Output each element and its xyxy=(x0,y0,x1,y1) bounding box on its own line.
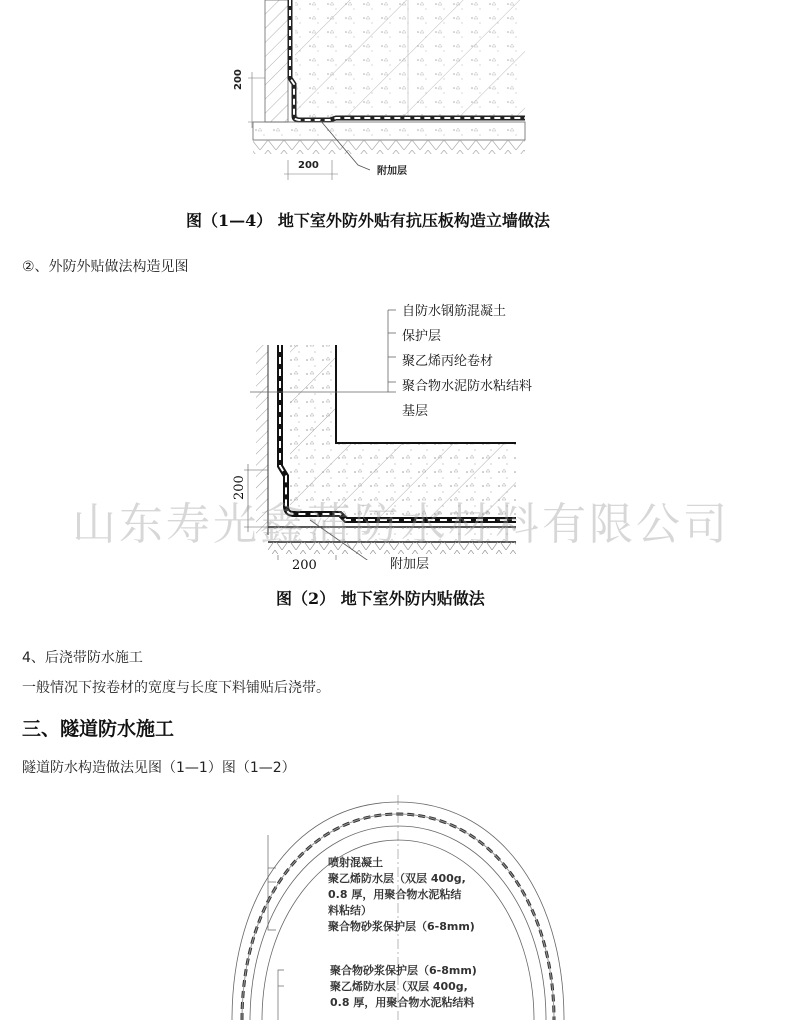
tunnel-label: 聚合物砂浆保护层（6-8mm) xyxy=(330,964,477,977)
legend-item: 聚合物水泥防水粘结料 xyxy=(402,379,533,394)
dimension-vertical: 200 xyxy=(233,69,244,90)
upper-label-list xyxy=(328,855,475,935)
legend-item: 基层 xyxy=(402,404,429,419)
legend-item: 保护层 xyxy=(402,329,442,344)
section-title: 三、隧道防水施工 xyxy=(22,718,175,740)
callout-label: 附加层 xyxy=(377,166,407,177)
lower-label-list xyxy=(330,963,477,1011)
tunnel-label: 聚合物砂浆保护层（6-8mm) xyxy=(328,920,475,933)
section-body: 一般情况下按卷材的宽度与长度下料铺贴后浇带。 xyxy=(22,680,330,696)
legend-list xyxy=(402,300,532,425)
dimension-vertical: 200 xyxy=(232,475,247,500)
legend-item: 自防水钢筋混凝土 xyxy=(402,304,507,319)
tunnel-label: 0.8 厚，用聚合物水泥粘结料 xyxy=(330,996,475,1009)
tunnel-label: 0.8 厚，用聚合物水泥粘结 xyxy=(328,888,462,901)
tunnel-label: 喷射混凝土 xyxy=(328,856,383,869)
section-heading: ②、外防外贴做法构造见图 xyxy=(22,259,189,275)
dimension-horizontal: 200 xyxy=(292,558,317,573)
tunnel-label: 聚乙烯防水层（双层 400g, xyxy=(328,872,466,885)
dimension-horizontal: 200 xyxy=(298,160,319,171)
figure-caption: 图（2） 地下室外防内贴做法 xyxy=(276,589,485,608)
legend-item: 聚乙烯丙纶卷材 xyxy=(402,354,494,369)
tunnel-label: 料粘结） xyxy=(328,904,372,917)
watermark: 山东寿光鑫蒲防水材料有限公司 xyxy=(72,499,730,550)
callout-label: 附加层 xyxy=(390,557,430,572)
figure-caption: 图（1—4） 地下室外防外贴有抗压板构造立墙做法 xyxy=(186,211,550,230)
tunnel-label: 聚乙烯防水层（双层 400g, xyxy=(330,980,468,993)
section-body: 隧道防水构造做法见图（1—1）图（1—2） xyxy=(22,760,296,776)
section-heading: 4、后浇带防水施工 xyxy=(22,650,143,666)
